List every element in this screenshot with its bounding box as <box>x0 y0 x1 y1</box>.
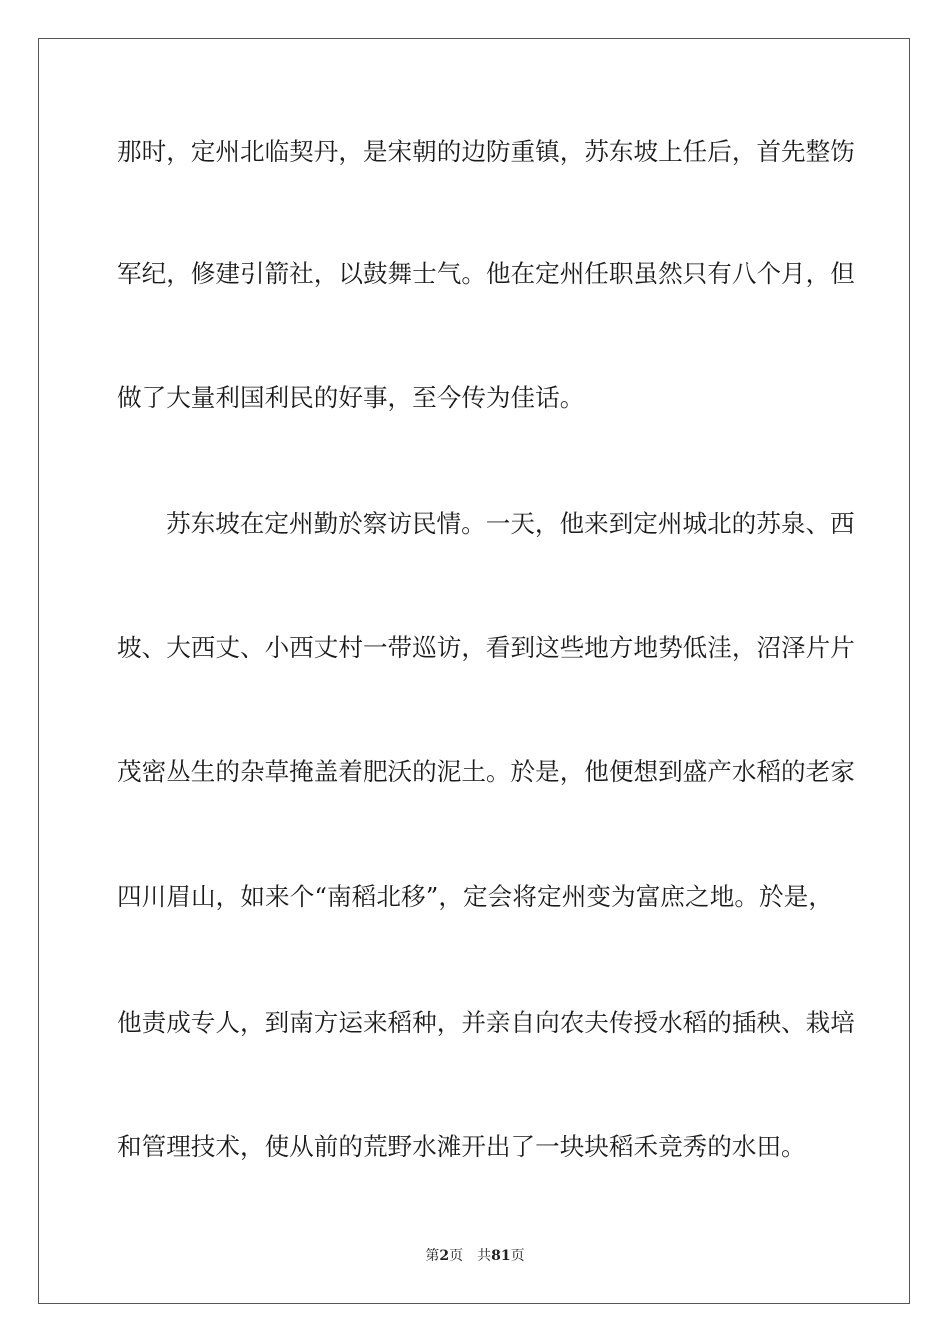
text-line-4-paragraph-start: 苏东坡在定州勤於察访民情。一天，他来到定州城北的苏泉、西 <box>166 509 855 538</box>
text-line-1: 那时，定州北临契丹，是宋朝的边防重镇，苏东坡上任后，首先整饬 <box>117 137 855 166</box>
text-line-8: 他责成专人，到南方运来稻种，并亲自向农夫传授水稻的插秧、栽培 <box>117 1008 855 1037</box>
footer-page-number: 2 <box>439 1248 450 1264</box>
footer-page-suffix: 页 <box>449 1248 464 1264</box>
page-border <box>38 38 910 1304</box>
text-line-2: 军纪，修建引箭社，以鼓舞士气。他在定州任职虽然只有八个月，但 <box>117 259 855 288</box>
text-line-7: 四川眉山，如来个“南稻北移”，定会将定州变为富庶之地。於是， <box>117 882 833 911</box>
text-line-5: 坡、大西丈、小西丈村一带巡访，看到这些地方地势低洼，沼泽片片 <box>117 633 855 662</box>
text-line-3: 做了大量利国利民的好事，至今传为佳话。 <box>117 383 585 412</box>
footer-total-prefix: 共 <box>477 1248 492 1264</box>
footer-page-prefix: 第 <box>425 1248 440 1264</box>
footer-total-suffix: 页 <box>510 1248 525 1264</box>
text-line-9: 和管理技术，使从前的荒野水滩开出了一块块稻禾竞秀的水田。 <box>117 1132 806 1161</box>
text-line-6: 茂密丛生的杂草掩盖着肥沃的泥土。於是，他便想到盛产水稻的老家 <box>117 757 855 786</box>
page-footer <box>0 1247 950 1265</box>
footer-total-pages: 81 <box>491 1248 511 1264</box>
